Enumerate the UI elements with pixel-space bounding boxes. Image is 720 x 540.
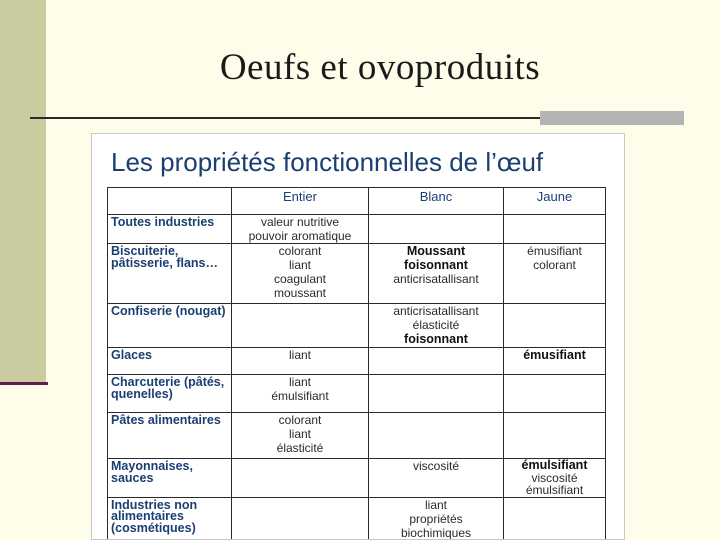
cell-value: émusifiant	[523, 348, 586, 362]
cell-value: foisonnant	[404, 332, 468, 346]
cell-value: biochimiques	[400, 525, 472, 540]
properties-table	[107, 187, 606, 540]
table-row	[108, 375, 606, 413]
cell-value: anticrisatallisant	[393, 272, 479, 286]
cell-value: colorant	[533, 258, 576, 272]
cell-value: valeur nutritive	[260, 215, 340, 229]
cell-value: liant	[288, 427, 311, 441]
cell-value: liant	[288, 348, 311, 362]
cell-value: liant	[288, 375, 311, 389]
cell-value: colorant	[278, 413, 322, 427]
header-entier: Entier	[232, 188, 369, 215]
cell-entier	[232, 459, 369, 498]
cell-blanc	[369, 304, 504, 348]
table-row	[108, 244, 606, 304]
row-category: Glaces	[108, 348, 232, 375]
cell-value: foisonnant	[404, 258, 468, 272]
cell-jaune	[504, 375, 606, 413]
properties-image-panel	[91, 133, 625, 540]
cell-blanc	[369, 244, 504, 304]
cell-jaune	[504, 413, 606, 459]
cell-jaune	[504, 459, 606, 498]
cell-value: élasticité	[276, 441, 324, 455]
title-underline	[30, 117, 540, 119]
cell-blanc	[369, 215, 504, 244]
header-empty	[108, 188, 232, 215]
cell-entier	[232, 304, 369, 348]
cell-value: liant	[288, 258, 311, 272]
cell-value: moussant	[273, 286, 327, 300]
table-row	[108, 348, 606, 375]
cell-blanc	[369, 413, 504, 459]
cell-value: colorant	[278, 244, 322, 258]
table-row	[108, 497, 606, 540]
cell-value: propriétés	[409, 511, 463, 526]
row-category: Confiserie (nougat)	[108, 304, 232, 348]
cell-entier	[232, 244, 369, 304]
row-category: Toutes industries	[108, 215, 232, 244]
cell-jaune	[504, 497, 606, 540]
cell-jaune	[504, 244, 606, 304]
cell-blanc	[369, 459, 504, 498]
cell-value: pouvoir aromatique	[248, 229, 352, 243]
header-blanc: Blanc	[369, 188, 504, 215]
cell-entier	[232, 413, 369, 459]
cell-blanc	[369, 375, 504, 413]
table-row	[108, 215, 606, 244]
cell-value: émulsifiant	[521, 458, 588, 472]
row-category: Mayonnaises, sauces	[108, 459, 232, 498]
table-row	[108, 304, 606, 348]
title-accent-bar	[540, 111, 684, 125]
panel-heading: Les propriétés fonctionnelles de l’œuf	[111, 147, 544, 177]
cell-value: émulsifiant	[271, 389, 329, 403]
cell-value: Moussant	[406, 244, 466, 258]
cell-blanc	[369, 348, 504, 375]
cell-jaune	[504, 348, 606, 375]
row-category: Industries non alimentaires (cosmétiques)	[108, 497, 232, 540]
cell-blanc	[369, 497, 504, 540]
table-row	[108, 459, 606, 498]
cell-jaune	[504, 215, 606, 244]
cell-value: coagulant	[273, 272, 327, 286]
cell-entier	[232, 375, 369, 413]
cell-value: émulsifiant	[525, 483, 584, 497]
left-band-accent-line	[0, 382, 48, 385]
cell-value: anticrisatallisant	[393, 304, 479, 318]
cell-value: émusifiant	[527, 244, 582, 258]
cell-entier	[232, 215, 369, 244]
cell-jaune	[504, 304, 606, 348]
table-header-row	[108, 188, 606, 215]
table-row	[108, 413, 606, 459]
cell-value: liant	[424, 497, 447, 512]
row-category: Pâtes alimentaires	[108, 413, 232, 459]
cell-entier	[232, 497, 369, 540]
row-category: Biscuiterie, pâtisserie, flans…	[108, 244, 232, 304]
slide-title: Oeufs et ovoproduits	[219, 47, 541, 88]
header-jaune: Jaune	[504, 188, 606, 215]
cell-value: viscosité	[412, 459, 459, 473]
cell-value: élasticité	[412, 318, 460, 332]
cell-entier	[232, 348, 369, 375]
cell-value: viscosité	[531, 470, 578, 485]
row-category: Charcuterie (pâtés, quenelles)	[108, 375, 232, 413]
